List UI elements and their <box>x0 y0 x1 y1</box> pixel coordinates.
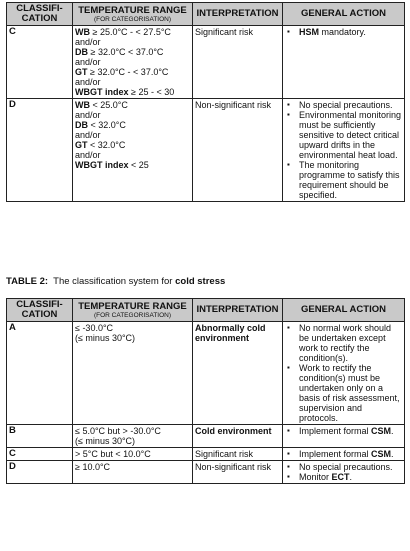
header-classification <box>7 3 73 26</box>
range-label: DB <box>75 47 88 57</box>
range-value: ≥ 25.0°C - < 27.5°C <box>90 27 171 37</box>
action-item <box>285 160 402 200</box>
header-temp-range-text: TEMPERATURE RANGE <box>78 4 187 16</box>
temp-range-line <box>75 120 190 130</box>
action-cell <box>283 448 405 461</box>
range-value: and/or <box>75 130 101 140</box>
range-label: WB <box>75 100 90 110</box>
temp-range-cell <box>73 448 193 461</box>
action-item <box>285 323 402 363</box>
temp-range-line <box>75 37 190 47</box>
interpretation-cell: Significant risk <box>193 26 283 99</box>
action-text: mandatory. <box>319 27 366 37</box>
action-list <box>285 323 402 423</box>
range-label: DB <box>75 120 88 130</box>
temp-range-line <box>75 77 190 87</box>
action-bold: HSM <box>299 27 319 37</box>
temp-range-line <box>75 67 190 77</box>
range-value: > 5°C but < 10.0°C <box>75 449 151 459</box>
action-item <box>285 363 402 423</box>
interpretation-cell: Abnormally cold environment <box>193 322 283 425</box>
range-value: ≥ 32.0°C < 37.0°C <box>88 47 164 57</box>
classification-cell: C <box>7 448 73 461</box>
action-item <box>285 110 402 160</box>
cold-header-temp-range-text: TEMPERATURE RANGE <box>78 300 187 312</box>
cold-row <box>7 461 405 484</box>
heat-stress-table <box>6 2 405 202</box>
classification-cell: B <box>7 425 73 448</box>
range-label: WBGT index <box>75 87 129 97</box>
range-value: < 32.0°C <box>88 120 126 130</box>
cold-row <box>7 322 405 425</box>
action-list <box>285 27 402 37</box>
temp-range-cell <box>73 425 193 448</box>
action-text: Monitor <box>299 472 332 482</box>
header-interpretation: INTERPRETATION <box>193 3 283 26</box>
interpretation-cell: Non-significant risk <box>193 461 283 484</box>
header-action: GENERAL ACTION <box>283 3 405 26</box>
action-tail: . <box>391 426 394 436</box>
cold-header-temp-range-sub: (FOR CATEGORISATION) <box>93 311 172 319</box>
range-value: < 32.0°C <box>87 140 126 150</box>
action-list <box>285 426 402 436</box>
action-text: Environmental monitoring must be sufficiently sensitive to detect critical upward drifts in the environmental heat load. <box>299 110 402 160</box>
table-caption <box>6 276 225 287</box>
range-value: < 25 <box>128 160 149 170</box>
header-temp-range <box>73 3 193 26</box>
action-cell <box>283 99 405 202</box>
range-value: and/or <box>75 110 101 120</box>
classification-cell: A <box>7 322 73 425</box>
temp-range-cell <box>73 322 193 425</box>
classification-cell: C <box>7 26 73 99</box>
action-bold-term: CSM <box>371 449 392 459</box>
range-value: and/or <box>75 77 101 87</box>
range-value: ≤ -30.0°C <box>75 323 114 333</box>
temp-range-line <box>75 140 190 150</box>
cold-row <box>7 448 405 461</box>
temp-range-line <box>75 130 190 140</box>
action-tail: . <box>391 449 394 459</box>
caption-bold: cold stress <box>175 276 226 287</box>
temp-range-line <box>75 27 190 37</box>
action-cell <box>283 26 405 99</box>
action-text: No special precautions. <box>299 462 393 472</box>
range-value: < 25.0°C <box>90 100 128 110</box>
range-label: WB <box>75 27 90 37</box>
caption-text: The classification system for <box>48 276 176 287</box>
cold-header-interpretation: INTERPRETATION <box>193 299 283 322</box>
action-list <box>285 462 402 482</box>
heat-row <box>7 26 405 99</box>
cold-header-classification-text: CLASSIFI- CATION <box>16 299 63 320</box>
cold-table-body <box>7 322 405 484</box>
heat-row <box>7 99 405 202</box>
action-text: The monitoring programme to satisfy this requirement should be specified. <box>299 160 400 200</box>
action-item <box>285 462 402 472</box>
action-item <box>285 426 402 436</box>
action-list <box>285 100 402 200</box>
temp-range-cell <box>73 461 193 484</box>
action-item <box>285 449 402 459</box>
action-cell <box>283 461 405 484</box>
heat-table-body <box>7 26 405 202</box>
interpretation-cell: Cold environment <box>193 425 283 448</box>
action-list <box>285 449 402 459</box>
action-text: Implement formal <box>299 426 372 436</box>
temp-range-line <box>75 47 190 57</box>
range-value: and/or <box>75 150 101 160</box>
action-cell <box>283 425 405 448</box>
interpretation-cell: Significant risk <box>193 448 283 461</box>
header-temp-range-sub: (FOR CATEGORISATION) <box>93 15 172 23</box>
range-value: ≥ 32.0°C - < 37.0°C <box>87 67 169 77</box>
temp-range-cell <box>73 99 193 202</box>
range-label: GT <box>75 140 88 150</box>
temp-range-line <box>75 333 190 343</box>
range-label: WBGT index <box>75 160 129 170</box>
action-cell <box>283 322 405 425</box>
temp-range-cell <box>73 26 193 99</box>
range-value: ≥ 10.0°C <box>75 462 111 472</box>
range-value: ≤ 5.0°C but > -30.0°C <box>75 426 161 436</box>
interpretation-cell: Non-significant risk <box>193 99 283 202</box>
action-item <box>285 27 402 37</box>
temp-range-line <box>75 449 190 459</box>
action-text: Work to rectify the condition(s) must be undertaken only on a basis of risk assessment, supervision and protocols. <box>299 363 400 423</box>
cold-stress-table <box>6 298 405 484</box>
classification-cell: D <box>7 99 73 202</box>
header-classification-text: CLASSIFI- CATION <box>16 3 63 24</box>
heat-header-row <box>7 3 405 26</box>
temp-range-line <box>75 436 190 446</box>
action-item <box>285 100 402 110</box>
temp-range-line <box>75 426 190 436</box>
cold-header-action: GENERAL ACTION <box>283 299 405 322</box>
cold-row <box>7 425 405 448</box>
temp-range-line <box>75 87 190 97</box>
action-text: No special precautions. <box>299 100 393 110</box>
action-text: No normal work should be undertaken except work to rectify the condition(s). <box>299 323 392 363</box>
range-value: (≤ minus 30°C) <box>75 333 136 343</box>
temp-range-line <box>75 110 190 120</box>
range-value: and/or <box>75 37 101 47</box>
caption-prefix: TABLE 2: <box>6 276 49 287</box>
temp-range-line <box>75 323 190 333</box>
range-label: GT <box>75 67 88 77</box>
range-value: (≤ minus 30°C) <box>75 436 136 446</box>
classification-cell: D <box>7 461 73 484</box>
cold-header-classification <box>7 299 73 322</box>
action-bold-term: ECT <box>331 472 350 482</box>
range-value: ≥ 25 - < 30 <box>128 87 175 97</box>
range-value: and/or <box>75 57 101 67</box>
action-item <box>285 472 402 482</box>
action-text: Implement formal <box>299 449 372 459</box>
cold-header-temp-range <box>73 299 193 322</box>
action-tail: . <box>349 472 353 482</box>
action-bold-term: CSM <box>371 426 392 436</box>
cold-header-row <box>7 299 405 322</box>
temp-range-line <box>75 462 190 472</box>
temp-range-line <box>75 57 190 67</box>
temp-range-line <box>75 100 190 110</box>
temp-range-line <box>75 150 190 160</box>
temp-range-line <box>75 160 190 170</box>
